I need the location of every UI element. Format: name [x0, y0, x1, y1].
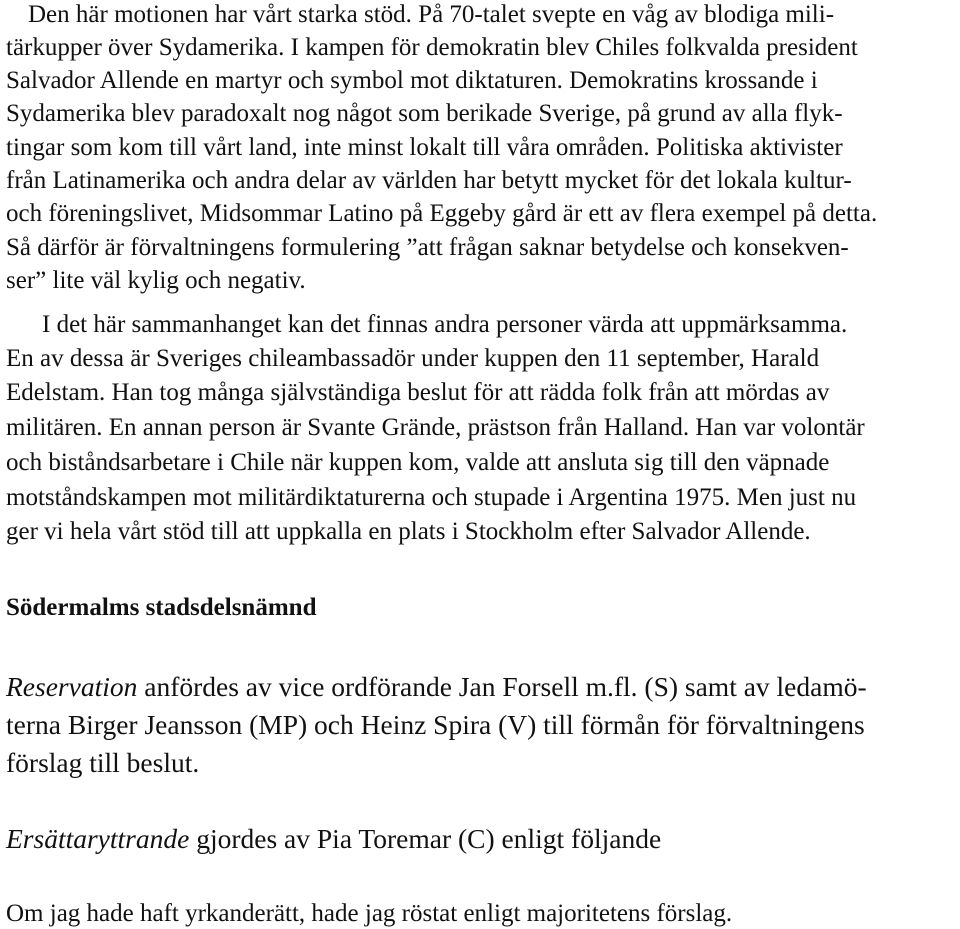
reservation-label: Reservation: [6, 671, 138, 702]
paragraph-1-line-7: och föreningslivet, Midsommar Latino på Eggeby gård är ett av flera exempel på detta.: [6, 200, 878, 227]
paragraph-1-line-1: Den här motionen har vårt starka stöd. På 70-talet svepte en våg av blodiga mili-: [28, 1, 835, 28]
paragraph-1-line-8: Så därför är förvaltningens formulering ”att frågan saknar betydelse och konsekven-: [6, 234, 849, 261]
paragraph-1-line-6: från Latinamerika och andra delar av världen har betytt mycket för det lokala kultur-: [6, 167, 852, 194]
ersattaryttrande-line: [6, 822, 661, 856]
section-heading: Södermalms stadsdelsnämnd: [6, 594, 317, 621]
paragraph-1-line-9: ser” lite väl kylig och negativ.: [6, 267, 306, 294]
paragraph-2-line-2: En av dessa är Sveriges chileambassadör under kuppen den 11 september, Harald: [6, 345, 820, 372]
paragraph-1-line-3: Salvador Allende en martyr och symbol mot diktaturen. Demokratins krossande i: [6, 67, 818, 94]
ersattaryttrande-label: Ersättaryttrande: [6, 823, 190, 854]
paragraph-2-line-1: I det här sammanhanget kan det finnas andra personer värda att uppmärksamma.: [42, 311, 848, 338]
reservation-line-2: terna Birger Jeansson (MP) och Heinz Spira (V) till förmån för förvaltningens: [6, 709, 865, 740]
reservation-line-1-text: anfördes av vice ordförande Jan Forsell m.fl. (S) samt av ledamö-: [137, 671, 867, 702]
paragraph-1-line-2: tärkupper över Sydamerika. I kampen för demokratin blev Chiles folkvalda president: [6, 34, 858, 61]
paragraph-2-line-7: ger vi hela vårt stöd till att uppkalla en plats i Stockholm efter Salvador Allende.: [6, 518, 811, 545]
paragraph-1-line-4: Sydamerika blev paradoxalt nog något som berikade Sverige, på grund av alla flyk-: [6, 100, 843, 127]
reservation-line-3: förslag till beslut.: [6, 747, 200, 778]
reservation-line-1: [6, 670, 867, 704]
paragraph-2-line-6: motståndskampen mot militärdiktaturerna och stupade i Argentina 1975. Men just nu: [6, 484, 857, 511]
paragraph-1-line-5: tingar som kom till vårt land, inte minst lokalt till våra områden. Politiska aktivister: [6, 134, 843, 161]
closing-statement: Om jag hade haft yrkanderätt, hade jag röstat enligt majoritetens förslag.: [6, 900, 733, 927]
paragraph-2-line-5: och biståndsarbetare i Chile när kuppen kom, valde att ansluta sig till den väpnade: [6, 449, 830, 476]
paragraph-2-line-3: Edelstam. Han tog många självständiga beslut för att rädda folk från att mördas av: [6, 379, 830, 406]
paragraph-2-line-4: militären. En annan person är Svante Grände, prästson från Halland. Han var volontär: [6, 414, 865, 441]
ersattaryttrande-text: gjordes av Pia Toremar (C) enligt följande: [189, 823, 662, 854]
